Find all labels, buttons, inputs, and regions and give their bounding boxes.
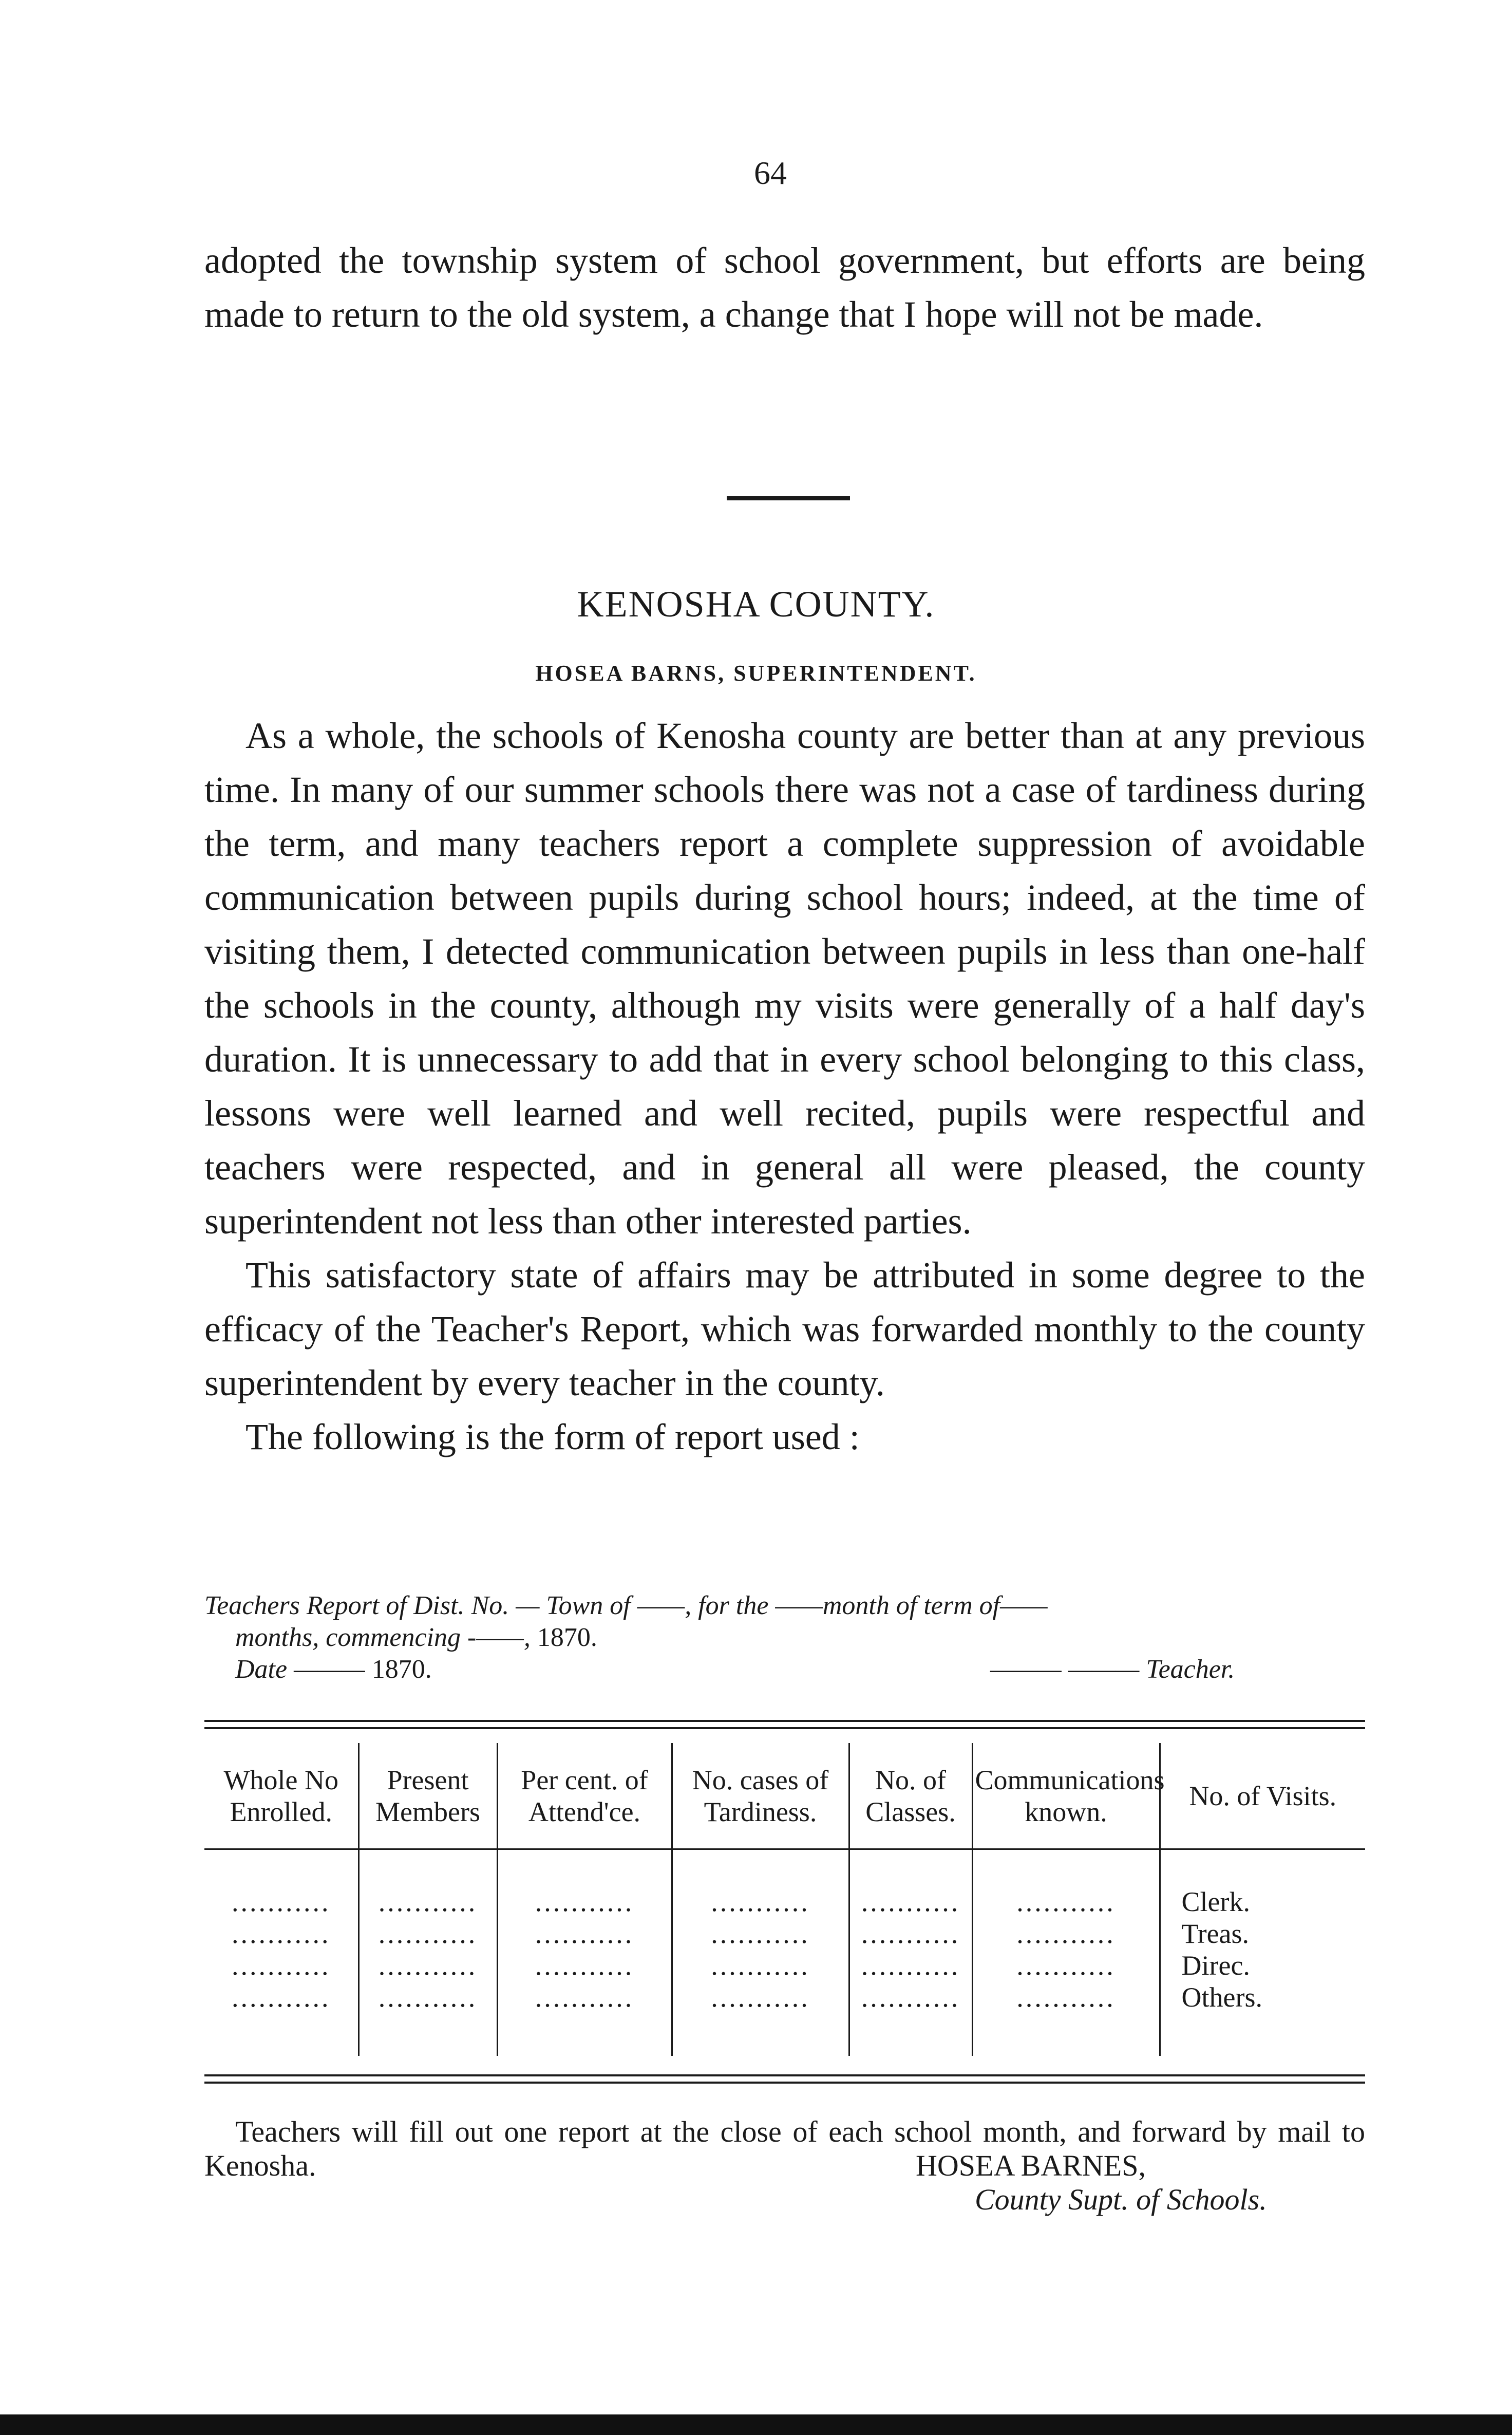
body-paragraph-3: The following is the form of report used :	[245, 1416, 860, 1457]
dot-leader: ...........	[1016, 1950, 1116, 1981]
footer-note: Teachers will fill out one report at the close of each school month, and forward by mail to Kenosha.	[204, 2115, 1365, 2182]
page-number: 64	[754, 155, 787, 191]
col-communications-known: Communications known.	[972, 1743, 1160, 1849]
dot-leader: ...........	[861, 1918, 960, 1949]
scan-bottom-edge	[0, 2414, 1512, 2435]
signature-title: County Supt. of Schools.	[975, 2183, 1267, 2216]
dot-leader: ...........	[861, 1886, 960, 1917]
visit-clerk: Clerk.	[1181, 1886, 1250, 1917]
intro-text	[204, 234, 1365, 342]
signature-name: HOSEA BARNES,	[916, 2149, 1146, 2182]
table-header-row	[204, 1743, 1365, 1849]
dot-leader: ...........	[861, 1982, 960, 2013]
cell-tardiness	[672, 1849, 849, 2056]
cell-communications	[972, 1849, 1160, 2056]
visit-treas: Treas.	[1181, 1918, 1250, 1949]
cell-enrolled	[204, 1849, 358, 2056]
intro-paragraph: adopted the township system of school government, but efforts are being made to return to the old system, a change that I hope will not be made.	[204, 240, 1365, 335]
section-heading: KENOSHA COUNTY.	[577, 584, 935, 625]
section-divider	[727, 496, 850, 500]
dot-leader: ...........	[1016, 1982, 1116, 2013]
dot-leader: ...........	[232, 1950, 331, 1981]
form-teacher-line: ——— ——— Teacher.	[990, 1655, 1235, 1684]
dot-leader: ...........	[535, 1886, 634, 1917]
report-form-table	[204, 1743, 1365, 2056]
bottom-rule-line-2	[204, 2082, 1365, 2084]
body-paragraph-1: As a whole, the schools of Kenosha county are better than at any previous time. In many of our summer schools there was not a case of tardiness during the term, and many teachers report a complete suppression of avoidable communication between pupils during school hours; indeed, at the time of visiting them, I detected communication between pupils in less than one-half the schools in the county, although my visits were generally of a half day's duration. It is unnecessary to add that in every school belonging to this class, lessons were well learned and well recited, pupils were respectful and teachers were respected, and in general all were pleased, the county superintendent not less than other interested parties.	[204, 715, 1365, 1242]
dot-leader: ...........	[378, 1918, 478, 1949]
dot-leader: ...........	[378, 1982, 478, 2013]
cell-present	[358, 1849, 497, 2056]
col-no-classes: No. of Classes.	[849, 1743, 972, 1849]
dot-leader: ...........	[711, 1950, 810, 1981]
dot-leader: ...........	[535, 1950, 634, 1981]
bottom-rule-line-1	[204, 2074, 1365, 2076]
col-percent-attendance: Per cent. of Attend'ce.	[497, 1743, 672, 1849]
form-header	[204, 1590, 1365, 1693]
section-body	[204, 709, 1365, 1464]
dot-leader: ...........	[535, 1918, 634, 1949]
section-subheading: HOSEA BARNS, SUPERINTENDENT.	[535, 661, 977, 686]
top-rule-line-2	[204, 1727, 1365, 1729]
dot-leader: ...........	[861, 1950, 960, 1981]
form-date-label: Date ———	[235, 1655, 365, 1684]
form-line-2	[235, 1622, 597, 1654]
dot-leader: ...........	[535, 1982, 634, 2013]
cell-classes	[849, 1849, 972, 2056]
col-cases-tardiness: No. cases of Tardiness.	[672, 1743, 849, 1849]
dot-leader: ...........	[711, 1982, 810, 2013]
body-paragraph-2: This satisfactory state of affairs may be attributed in some degree to the efficacy of the Teacher's Report, which was forwarded monthly to the county superintendent by every teacher in the county.	[204, 1254, 1365, 1403]
dot-leader: ...........	[711, 1886, 810, 1917]
dot-leader: ...........	[1016, 1918, 1116, 1949]
col-whole-no-enrolled: Whole No Enrolled.	[204, 1743, 358, 1849]
form-footer	[204, 2115, 1365, 2216]
dot-leader: ...........	[232, 1918, 331, 1949]
form-line-1: Teachers Report of Dist. No. — Town of ——, for the ——month of term of——	[204, 1591, 1048, 1620]
form-date-year: 1870.	[371, 1655, 432, 1684]
dot-leader: ...........	[232, 1982, 331, 2013]
form-line-2-year: 1870.	[537, 1623, 597, 1652]
cell-attendance	[497, 1849, 672, 2056]
visit-direc: Direc.	[1181, 1950, 1250, 1981]
cell-visits	[1160, 1849, 1365, 2056]
visit-others: Others.	[1181, 1982, 1262, 2013]
top-rule-line-1	[204, 1720, 1365, 1722]
col-no-visits: No. of Visits.	[1160, 1743, 1365, 1849]
form-line-3-date	[235, 1654, 432, 1685]
col-present-members: Present Members	[358, 1743, 497, 1849]
dot-leader: ...........	[378, 1886, 478, 1917]
dot-leader: ...........	[711, 1918, 810, 1949]
dot-leader: ...........	[1016, 1886, 1116, 1917]
dot-leader: ...........	[232, 1886, 331, 1917]
table-row	[204, 1849, 1365, 2056]
dot-leader: ...........	[378, 1950, 478, 1981]
form-line-2-text: months, commencing -——,	[235, 1623, 531, 1652]
